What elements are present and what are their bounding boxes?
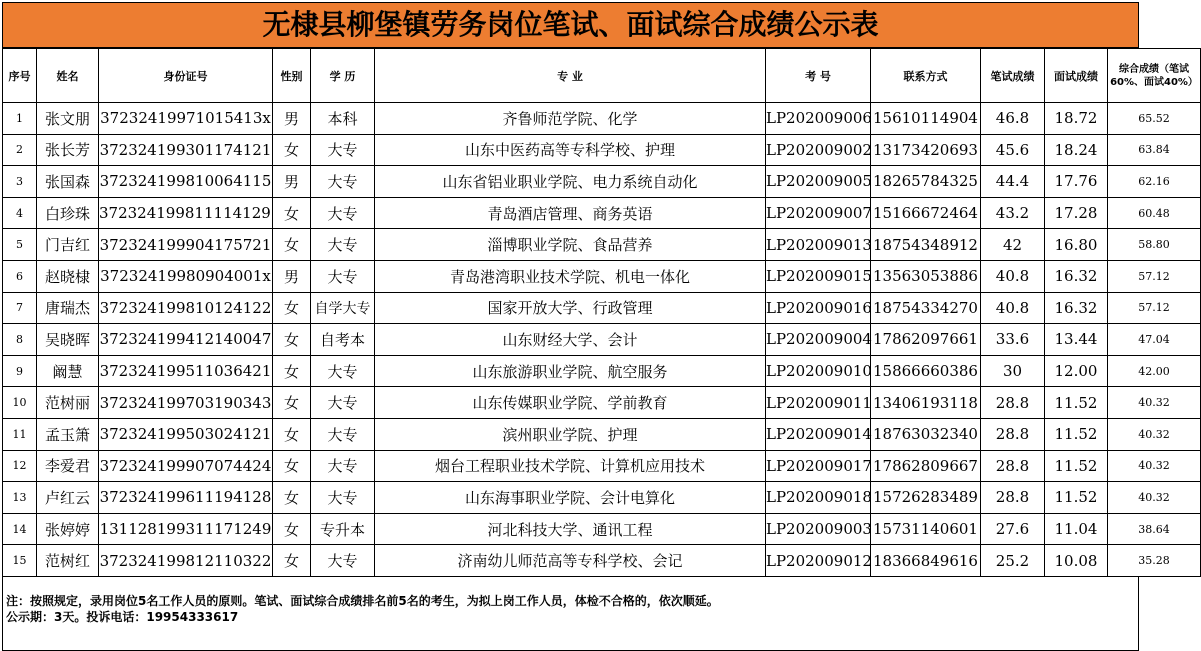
cell-id-number: 372324199904175721: [99, 229, 273, 261]
header-row: [3, 49, 1201, 103]
cell-total-score: 40.32: [1108, 418, 1201, 450]
cell-exam-number: LP202009006: [766, 103, 871, 135]
cell-written-score: 40.8: [981, 292, 1045, 324]
cell-exam-number: LP202009015: [766, 260, 871, 292]
cell-contact: 17862809667: [871, 450, 981, 482]
cell-gender: 女: [273, 482, 311, 514]
cell-name: 唐瑞杰: [37, 292, 99, 324]
cell-written-score: 43.2: [981, 197, 1045, 229]
table-row: [3, 134, 1201, 166]
cell-written-score: 33.6: [981, 324, 1045, 356]
cell-education: 大专: [311, 355, 375, 387]
header-major: 专 业: [375, 49, 766, 103]
cell-gender: 男: [273, 103, 311, 135]
cell-major: 河北科技大学、通讯工程: [375, 513, 766, 545]
cell-total-score: 40.32: [1108, 450, 1201, 482]
table-row: [3, 545, 1201, 577]
cell-name: 阚慧: [37, 355, 99, 387]
cell-total-score: 65.52: [1108, 103, 1201, 135]
cell-gender: 女: [273, 292, 311, 324]
cell-name: 张婷婷: [37, 513, 99, 545]
header-exam-number: 考 号: [766, 49, 871, 103]
cell-index: 6: [3, 260, 37, 292]
cell-index: 7: [3, 292, 37, 324]
cell-exam-number: LP202009010: [766, 355, 871, 387]
cell-name: 赵晓棣: [37, 260, 99, 292]
table-row: [3, 324, 1201, 356]
cell-gender: 女: [273, 134, 311, 166]
cell-interview-score: 17.76: [1045, 166, 1108, 198]
cell-id-number: 37232419971015413x: [99, 103, 273, 135]
cell-education: 专升本: [311, 513, 375, 545]
sheet-title: 无棣县柳堡镇劳务岗位笔试、面试综合成绩公示表: [2, 2, 1139, 48]
cell-contact: 15166672464: [871, 197, 981, 229]
cell-education: 大专: [311, 229, 375, 261]
cell-id-number: 372324199412140047: [99, 324, 273, 356]
cell-id-number: 37232419980904001x: [99, 260, 273, 292]
cell-major: 青岛港湾职业技术学院、机电一体化: [375, 260, 766, 292]
header-total-score: 综合成绩（笔试60%、面试40%）: [1108, 49, 1201, 103]
cell-written-score: 28.8: [981, 387, 1045, 419]
cell-name: 卢红云: [37, 482, 99, 514]
cell-exam-number: LP202009003: [766, 513, 871, 545]
cell-exam-number: LP202009014: [766, 418, 871, 450]
cell-index: 14: [3, 513, 37, 545]
table-row: [3, 229, 1201, 261]
table-row: [3, 387, 1201, 419]
cell-written-score: 27.6: [981, 513, 1045, 545]
cell-index: 5: [3, 229, 37, 261]
cell-interview-score: 11.52: [1045, 387, 1108, 419]
cell-interview-score: 10.08: [1045, 545, 1108, 577]
cell-gender: 女: [273, 418, 311, 450]
header-education: 学 历: [311, 49, 375, 103]
cell-id-number: 372324199810064115: [99, 166, 273, 198]
cell-index: 11: [3, 418, 37, 450]
cell-exam-number: LP202009004: [766, 324, 871, 356]
cell-gender: 女: [273, 229, 311, 261]
cell-gender: 女: [273, 387, 311, 419]
cell-index: 1: [3, 103, 37, 135]
cell-name: 白珍珠: [37, 197, 99, 229]
cell-contact: 13173420693: [871, 134, 981, 166]
header-index: 序号: [3, 49, 37, 103]
table-row: [3, 103, 1201, 135]
cell-education: 大专: [311, 197, 375, 229]
cell-major: 滨州职业学院、护理: [375, 418, 766, 450]
cell-contact: 18265784325: [871, 166, 981, 198]
cell-exam-number: LP202009007: [766, 197, 871, 229]
cell-total-score: 58.80: [1108, 229, 1201, 261]
publicity-period-text: 公示期：3天。投诉电话：19954333617: [6, 609, 239, 624]
cell-total-score: 57.12: [1108, 292, 1201, 324]
cell-gender: 男: [273, 260, 311, 292]
cell-education: 本科: [311, 103, 375, 135]
cell-education: 大专: [311, 418, 375, 450]
cell-education: 大专: [311, 387, 375, 419]
cell-id-number: 372324199812110322: [99, 545, 273, 577]
cell-interview-score: 11.52: [1045, 482, 1108, 514]
cell-major: 齐鲁师范学院、化学: [375, 103, 766, 135]
cell-exam-number: LP202009005: [766, 166, 871, 198]
cell-gender: 男: [273, 166, 311, 198]
cell-education: 大专: [311, 134, 375, 166]
cell-major: 青岛酒店管理、商务英语: [375, 197, 766, 229]
cell-contact: 18366849616: [871, 545, 981, 577]
cell-gender: 女: [273, 513, 311, 545]
table-row: [3, 450, 1201, 482]
cell-exam-number: LP202009016: [766, 292, 871, 324]
cell-education: 自考本: [311, 324, 375, 356]
cell-education: 大专: [311, 260, 375, 292]
cell-interview-score: 16.32: [1045, 260, 1108, 292]
cell-index: 10: [3, 387, 37, 419]
header-contact: 联系方式: [871, 49, 981, 103]
cell-written-score: 44.4: [981, 166, 1045, 198]
table-row: [3, 292, 1201, 324]
cell-education: 大专: [311, 545, 375, 577]
cell-gender: 女: [273, 324, 311, 356]
cell-interview-score: 11.04: [1045, 513, 1108, 545]
cell-contact: 15731140601: [871, 513, 981, 545]
cell-written-score: 28.8: [981, 450, 1045, 482]
cell-interview-score: 13.44: [1045, 324, 1108, 356]
cell-contact: 15726283489: [871, 482, 981, 514]
cell-exam-number: LP202009002: [766, 134, 871, 166]
cell-exam-number: LP202009018: [766, 482, 871, 514]
cell-total-score: 57.12: [1108, 260, 1201, 292]
cell-written-score: 46.8: [981, 103, 1045, 135]
cell-name: 李爱君: [37, 450, 99, 482]
cell-major: 国家开放大学、行政管理: [375, 292, 766, 324]
cell-name: 孟玉箫: [37, 418, 99, 450]
cell-index: 15: [3, 545, 37, 577]
cell-interview-score: 18.24: [1045, 134, 1108, 166]
cell-education: 自学大专: [311, 292, 375, 324]
cell-contact: 17862097661: [871, 324, 981, 356]
cell-index: 8: [3, 324, 37, 356]
cell-gender: 女: [273, 545, 311, 577]
cell-total-score: 40.32: [1108, 387, 1201, 419]
cell-name: 吴晓晖: [37, 324, 99, 356]
cell-index: 3: [3, 166, 37, 198]
cell-index: 12: [3, 450, 37, 482]
cell-gender: 女: [273, 450, 311, 482]
cell-contact: 18763032340: [871, 418, 981, 450]
cell-written-score: 28.8: [981, 482, 1045, 514]
cell-id-number: 372324199907074424: [99, 450, 273, 482]
cell-written-score: 45.6: [981, 134, 1045, 166]
cell-written-score: 30: [981, 355, 1045, 387]
cell-contact: 18754334270: [871, 292, 981, 324]
cell-major: 山东海事职业学院、会计电算化: [375, 482, 766, 514]
cell-gender: 女: [273, 197, 311, 229]
table-row: [3, 418, 1201, 450]
cell-major: 淄博职业学院、食品营养: [375, 229, 766, 261]
cell-total-score: 62.16: [1108, 166, 1201, 198]
cell-id-number: 372324199301174121: [99, 134, 273, 166]
header-written-score: 笔试成绩: [981, 49, 1045, 103]
score-sheet: [2, 2, 1198, 651]
cell-interview-score: 18.72: [1045, 103, 1108, 135]
cell-exam-number: LP202009011: [766, 387, 871, 419]
cell-gender: 女: [273, 355, 311, 387]
cell-education: 大专: [311, 450, 375, 482]
cell-written-score: 42: [981, 229, 1045, 261]
cell-contact: 13406193118: [871, 387, 981, 419]
cell-major: 山东中医药高等专科学校、护理: [375, 134, 766, 166]
table-body: [3, 103, 1201, 577]
cell-name: 张国森: [37, 166, 99, 198]
cell-major: 济南幼儿师范高等专科学校、会记: [375, 545, 766, 577]
score-table: [2, 48, 1201, 577]
cell-major: 烟台工程职业技术学院、计算机应用技术: [375, 450, 766, 482]
cell-exam-number: LP202009013: [766, 229, 871, 261]
table-row: [3, 482, 1201, 514]
cell-interview-score: 12.00: [1045, 355, 1108, 387]
cell-contact: 13563053886: [871, 260, 981, 292]
cell-total-score: 42.00: [1108, 355, 1201, 387]
notice-footer: [2, 577, 1139, 651]
cell-id-number: 372324199703190343: [99, 387, 273, 419]
cell-id-number: 372324199810124122: [99, 292, 273, 324]
header-gender: 性别: [273, 49, 311, 103]
cell-exam-number: LP202009017: [766, 450, 871, 482]
table-row: [3, 355, 1201, 387]
cell-contact: 18754348912: [871, 229, 981, 261]
cell-id-number: 372324199811114129: [99, 197, 273, 229]
cell-interview-score: 11.52: [1045, 418, 1108, 450]
cell-name: 张长芳: [37, 134, 99, 166]
cell-id-number: 372324199503024121: [99, 418, 273, 450]
table-row: [3, 166, 1201, 198]
cell-interview-score: 16.32: [1045, 292, 1108, 324]
cell-contact: 15610114904: [871, 103, 981, 135]
cell-id-number: 372324199511036421: [99, 355, 273, 387]
header-interview-score: 面试成绩: [1045, 49, 1108, 103]
cell-written-score: 28.8: [981, 418, 1045, 450]
cell-name: 范树丽: [37, 387, 99, 419]
cell-major: 山东财经大学、会计: [375, 324, 766, 356]
cell-total-score: 40.32: [1108, 482, 1201, 514]
cell-interview-score: 11.52: [1045, 450, 1108, 482]
cell-id-number: 131128199311171249: [99, 513, 273, 545]
notice-text: 注：按照规定，录用岗位5名工作人员的原则。笔试、面试综合成绩排名前5名的考生，为拟上岗工作人员，体检不合格的，依次顺延。: [6, 593, 719, 608]
cell-contact: 15866660386: [871, 355, 981, 387]
cell-index: 4: [3, 197, 37, 229]
cell-total-score: 63.84: [1108, 134, 1201, 166]
cell-exam-number: LP202009012: [766, 545, 871, 577]
cell-total-score: 35.28: [1108, 545, 1201, 577]
cell-major: 山东旅游职业学院、航空服务: [375, 355, 766, 387]
cell-index: 2: [3, 134, 37, 166]
header-id-number: 身份证号: [99, 49, 273, 103]
cell-total-score: 38.64: [1108, 513, 1201, 545]
table-row: [3, 513, 1201, 545]
cell-written-score: 25.2: [981, 545, 1045, 577]
cell-major: 山东传媒职业学院、学前教育: [375, 387, 766, 419]
cell-total-score: 60.48: [1108, 197, 1201, 229]
cell-index: 13: [3, 482, 37, 514]
cell-id-number: 372324199611194128: [99, 482, 273, 514]
cell-name: 范树红: [37, 545, 99, 577]
cell-total-score: 47.04: [1108, 324, 1201, 356]
cell-written-score: 40.8: [981, 260, 1045, 292]
cell-index: 9: [3, 355, 37, 387]
cell-name: 张文朋: [37, 103, 99, 135]
cell-name: 门吉红: [37, 229, 99, 261]
cell-major: 山东省铝业职业学院、电力系统自动化: [375, 166, 766, 198]
cell-interview-score: 16.80: [1045, 229, 1108, 261]
table-row: [3, 197, 1201, 229]
table-row: [3, 260, 1201, 292]
header-name: 姓名: [37, 49, 99, 103]
cell-interview-score: 17.28: [1045, 197, 1108, 229]
cell-education: 大专: [311, 482, 375, 514]
cell-education: 大专: [311, 166, 375, 198]
